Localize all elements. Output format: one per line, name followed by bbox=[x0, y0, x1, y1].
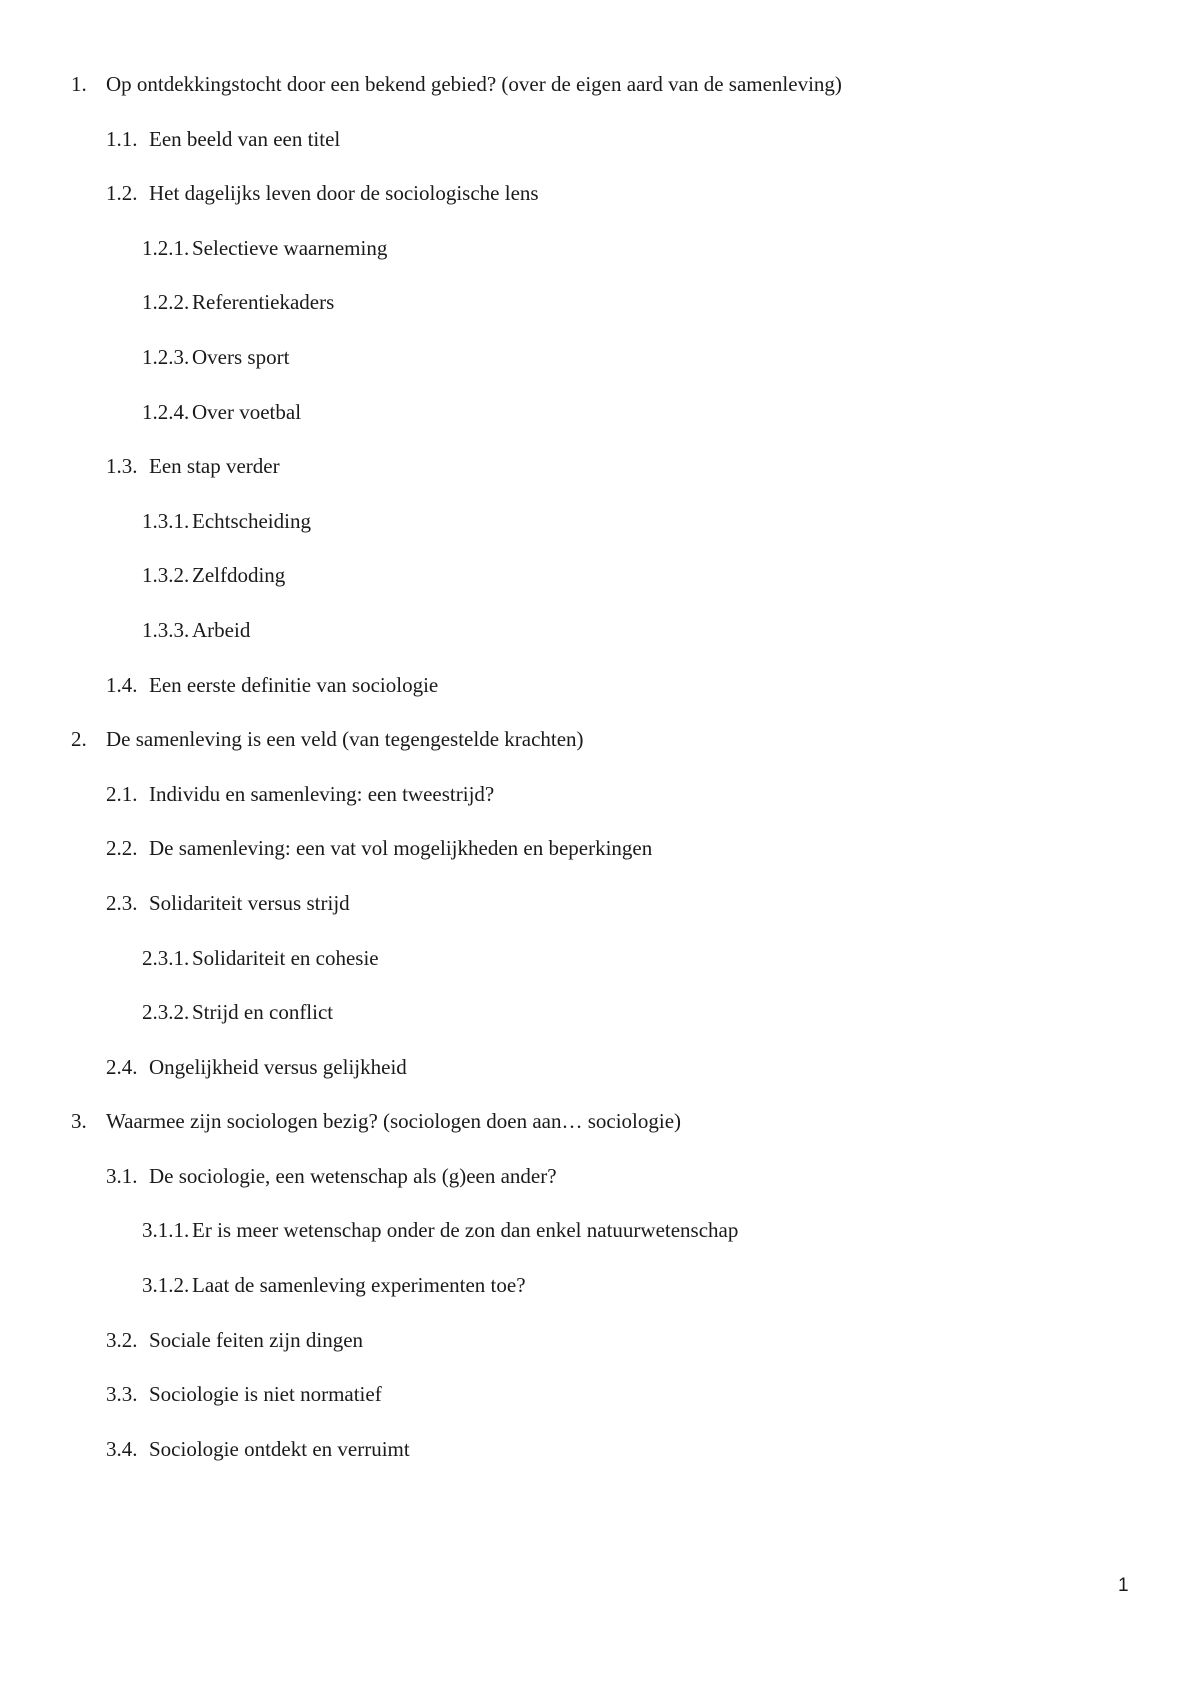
toc-entry-title: Solidariteit en cohesie bbox=[192, 945, 379, 970]
toc-entry-number: 3.4. bbox=[106, 1436, 138, 1461]
toc-entry-title: Arbeid bbox=[192, 617, 251, 642]
toc-entry-level-2 bbox=[0, 183, 1200, 238]
toc-entry-number: 1.1. bbox=[106, 126, 138, 151]
toc-entry-number: 1. bbox=[71, 72, 87, 96]
table-of-contents bbox=[0, 74, 1200, 1493]
toc-entry-title: Een beeld van een titel bbox=[149, 126, 341, 151]
toc-entry-level-2 bbox=[0, 1163, 1200, 1221]
toc-entry-level-1 bbox=[0, 74, 1200, 129]
toc-entry-level-3 bbox=[0, 617, 1200, 675]
toc-entry-level-2 bbox=[0, 1436, 1200, 1494]
toc-entry-level-2 bbox=[0, 126, 1200, 184]
toc-entry-title: Op ontdekkingstocht door een bekend gebied? (over de eigen aard van de samenleving) bbox=[106, 72, 842, 96]
toc-entry-level-3 bbox=[0, 1002, 1200, 1057]
toc-entry-title: Sociale feiten zijn dingen bbox=[149, 1327, 364, 1352]
toc-entry-level-3 bbox=[0, 1220, 1200, 1275]
toc-entry-title: Strijd en conflict bbox=[192, 1000, 334, 1025]
toc-entry-title: Ongelijkheid versus gelijkheid bbox=[149, 1054, 407, 1079]
toc-entry-level-2 bbox=[0, 781, 1200, 839]
toc-entry-number: 1.2. bbox=[106, 181, 138, 206]
toc-entry-title: Over voetbal bbox=[192, 399, 302, 424]
toc-entry-title: Individu en samenleving: een tweestrijd? bbox=[149, 781, 495, 806]
toc-entry-title: Sociologie ontdekt en verruimt bbox=[149, 1436, 410, 1461]
toc-entry-title: Solidariteit versus strijd bbox=[149, 890, 350, 915]
toc-entry-number: 1.3.1. bbox=[142, 508, 190, 533]
toc-entry-title: De samenleving: een vat vol mogelijkheden en beperkingen bbox=[149, 836, 653, 861]
toc-entry-level-3 bbox=[0, 344, 1200, 402]
toc-entry-number: 2.3.2. bbox=[142, 1000, 190, 1025]
toc-entry-level-3 bbox=[0, 399, 1200, 457]
toc-entry-number: 1.2.4. bbox=[142, 399, 190, 424]
toc-entry-title: Laat de samenleving experimenten toe? bbox=[192, 1273, 526, 1298]
page-number: 1 bbox=[1118, 1575, 1129, 1596]
toc-entry-number: 3.1.2. bbox=[142, 1273, 190, 1298]
toc-entry-number: 3.3. bbox=[106, 1382, 138, 1407]
toc-entry-number: 3. bbox=[71, 1109, 87, 1134]
toc-entry-number: 3.1. bbox=[106, 1163, 138, 1188]
toc-entry-title: Overs sport bbox=[192, 344, 290, 369]
toc-entry-title: Waarmee zijn sociologen bezig? (sociologen doen aan… sociologie) bbox=[106, 1109, 682, 1134]
toc-entry-number: 2.4. bbox=[106, 1054, 138, 1079]
toc-entry-number: 2.3.1. bbox=[142, 945, 190, 970]
toc-entry-title: Selectieve waarneming bbox=[192, 235, 388, 260]
toc-entry-number: 2. bbox=[71, 727, 87, 752]
toc-entry-level-3 bbox=[0, 508, 1200, 566]
toc-entry-number: 3.2. bbox=[106, 1327, 138, 1352]
toc-entry-level-2 bbox=[0, 456, 1200, 511]
toc-entry-number: 1.3. bbox=[106, 454, 138, 479]
toc-entry-title: Zelfdoding bbox=[192, 563, 286, 588]
toc-entry-level-2 bbox=[0, 672, 1200, 730]
toc-entry-level-2 bbox=[0, 1054, 1200, 1112]
toc-entry-level-3 bbox=[0, 945, 1200, 1003]
toc-entry-level-2 bbox=[0, 890, 1200, 948]
toc-entry-title: Een eerste definitie van sociologie bbox=[149, 672, 439, 697]
toc-entry-number: 2.1. bbox=[106, 781, 138, 806]
toc-entry-level-3 bbox=[0, 235, 1200, 293]
toc-entry-number: 3.1.1. bbox=[142, 1218, 190, 1243]
toc-entry-title: De samenleving is een veld (van tegengestelde krachten) bbox=[106, 727, 584, 752]
toc-entry-number: 1.2.1. bbox=[142, 235, 190, 260]
toc-entry-number: 1.4. bbox=[106, 672, 138, 697]
toc-entry-number: 1.3.3. bbox=[142, 617, 190, 642]
toc-entry-number: 1.2.2. bbox=[142, 290, 190, 315]
toc-entry-level-3 bbox=[0, 565, 1200, 620]
toc-entry-number: 1.2.3. bbox=[142, 344, 190, 369]
toc-entry-title: Sociologie is niet normatief bbox=[149, 1382, 382, 1407]
toc-entry-level-3 bbox=[0, 292, 1200, 347]
toc-entry-title: Referentiekaders bbox=[192, 290, 335, 315]
toc-entry-title: Er is meer wetenschap onder de zon dan enkel natuurwetenschap bbox=[192, 1218, 739, 1243]
toc-entry-title: Het dagelijks leven door de sociologische lens bbox=[149, 181, 539, 206]
toc-entry-level-3 bbox=[0, 1275, 1200, 1330]
toc-entry-level-2 bbox=[0, 1384, 1200, 1439]
toc-entry-number: 2.2. bbox=[106, 836, 138, 861]
toc-entry-title: Echtscheiding bbox=[192, 508, 311, 533]
toc-entry-number: 1.3.2. bbox=[142, 563, 190, 588]
toc-entry-level-1 bbox=[0, 1111, 1200, 1166]
toc-entry-title: De sociologie, een wetenschap als (g)een ander? bbox=[149, 1163, 557, 1188]
toc-entry-number: 2.3. bbox=[106, 890, 138, 915]
toc-entry-level-2 bbox=[0, 838, 1200, 893]
toc-entry-level-1 bbox=[0, 729, 1200, 784]
toc-entry-level-2 bbox=[0, 1327, 1200, 1385]
toc-entry-title: Een stap verder bbox=[149, 454, 280, 479]
